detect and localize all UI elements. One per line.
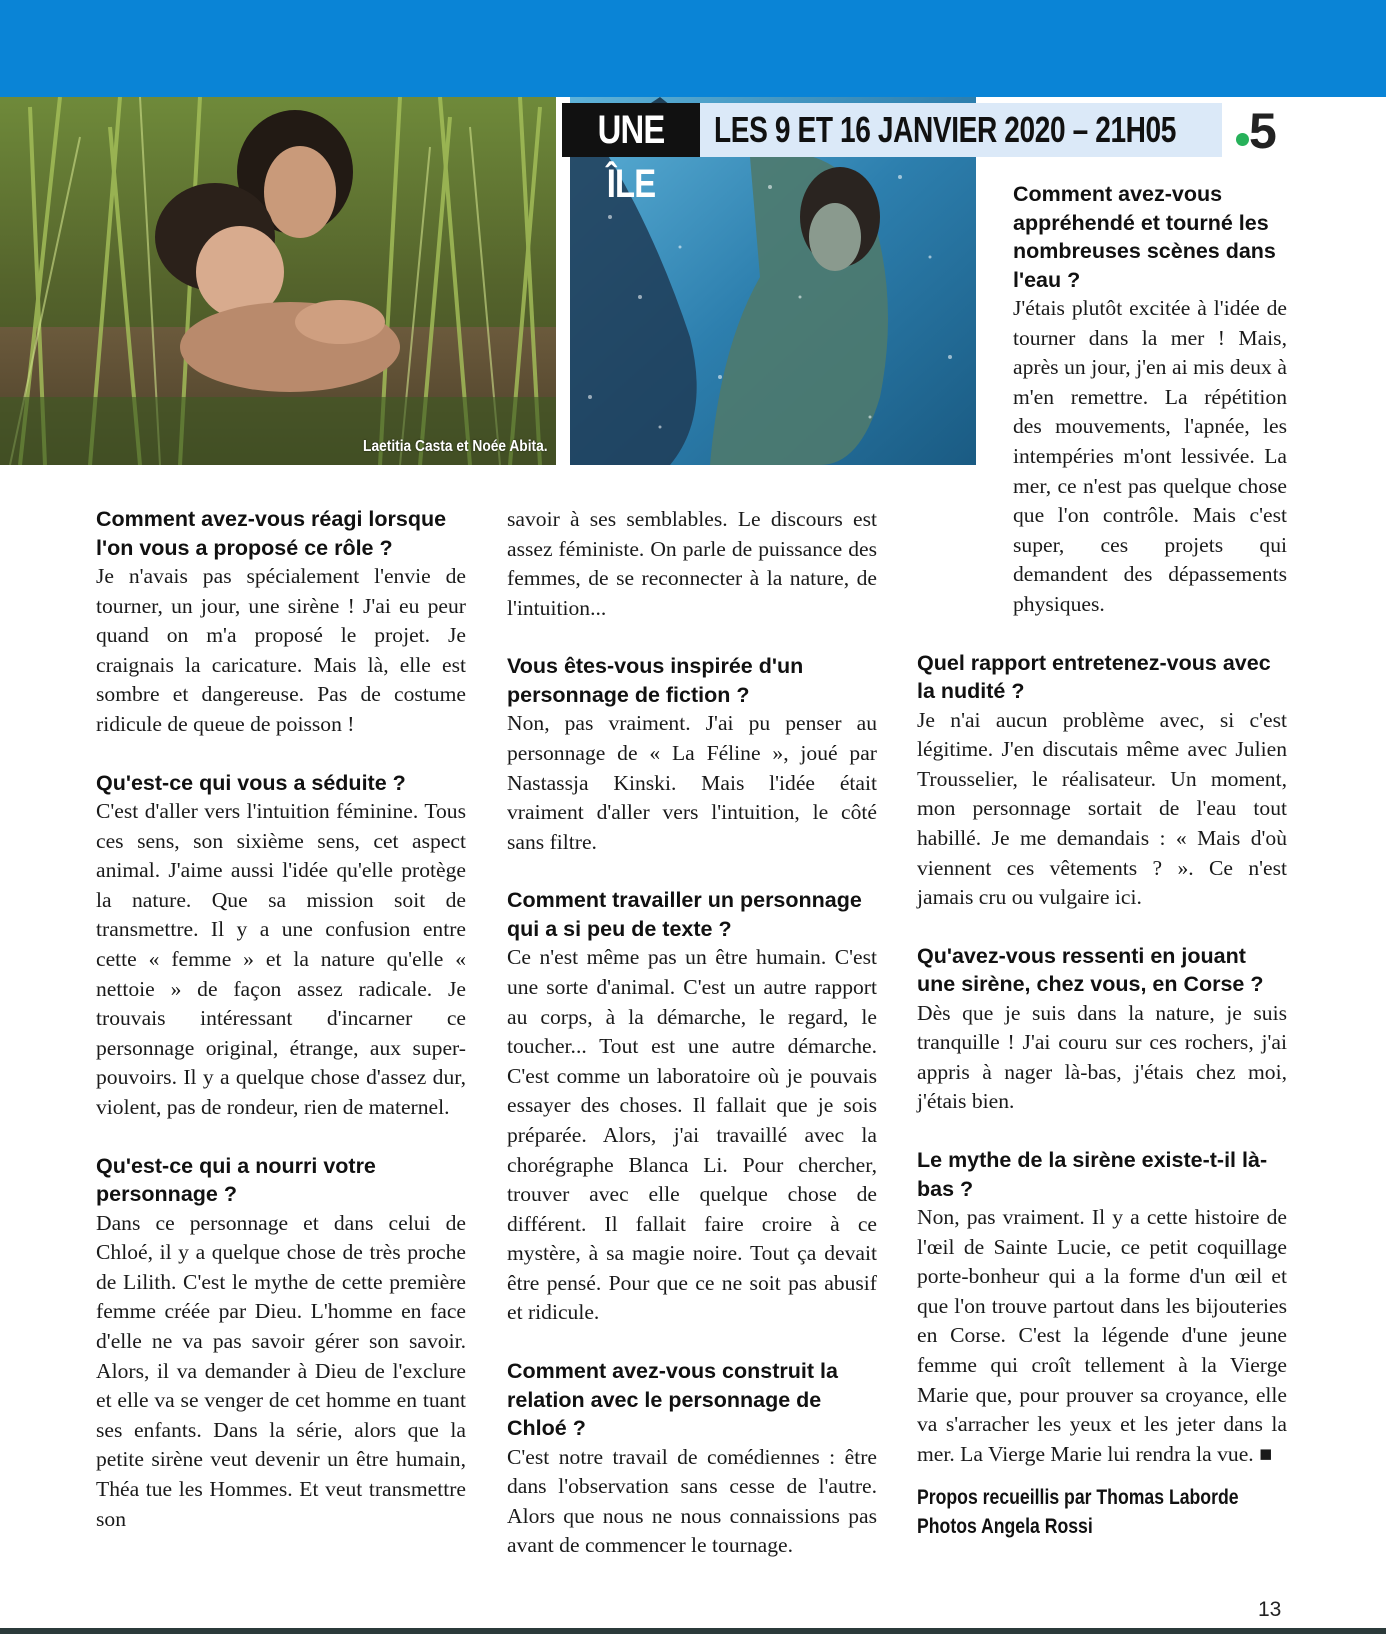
answer-text-content: J'étais plutôt excitée à l'idée de tourner dans la mer ! Mais, après un jour, j'en ai mis deux à m'en remettre. La répétition des mouvements, l'apnée, les intempéries m'ont lessivée. La mer, ce n'est pas quelque chose que l'on contrôle. Mais c'est super, ces projets qui demandent des dépassements physiques. xyxy=(1013,296,1287,616)
answer-text: Non, pas vraiment. J'ai pu penser au personnage de « La Féline », joué par Nastassja Kinski. Mais l'idée était vraiment d'aller vers l'intuition, le côté sans filtre. xyxy=(507,711,877,854)
answer-text: Non, pas vraiment. Il y a cette histoire de l'œil de Sainte Lucie, ce petit coquillage porte-bonheur qui a la forme d'un œil et que l'on trouve partout dans les bijouteries en Corse. C'est la légende d'une jeune femme qui croît tellement à la Vierge Marie que, pour prouver sa croyance, elle va s'arracher les yeux et les jeter dans la mer. La Vierge Marie lui rendra la vue. ■ xyxy=(917,1205,1287,1466)
column-right-top-block xyxy=(917,180,1287,294)
question-heading: Comment avez-vous réagi lorsque l'on vous a proposé ce rôle ? xyxy=(96,507,447,560)
question-heading: Comment avez-vous construit la relation avec le personnage de Chloé ? xyxy=(507,1359,838,1441)
column-left xyxy=(96,505,466,1534)
question-heading: Comment travailler un personnage qui a si peu de texte ? xyxy=(507,888,862,941)
answer-text: C'est d'aller vers l'intuition féminine. Tous ces sens, son sixième sens, cet aspect animal. J'aime aussi l'idée qu'elle protège la nature. Que sa mission soit de transmettre. Il y a une confusion entre cette « femme » et la nature qu'elle « nettoie » de façon assez radicale. Je trouvais intéressant d'incarner ce personnage original, étrange, aux super-pouvoirs. Il y a quelque chose d'assez dur, violent, pas de rondeur, rien de maternel. xyxy=(96,799,466,1119)
photo-reeds-women xyxy=(0,97,556,465)
question-heading: Qu'est-ce qui a nourri votre personnage ? xyxy=(96,1153,376,1207)
channel-logo: 5 xyxy=(1249,103,1277,159)
answer-text: Ce n'est même pas un être humain. C'est une sorte d'animal. C'est un autre rapport au corps, à la démarche, le regard, le toucher... Tout est une autre démarche. C'est comme un laboratoire où je pouvais essayer des choses. Il fallait que je sois préparée. Alors, j'ai travaillé avec la chorégraphe Blanca Li. Pour chercher, trouver avec elle quelque chose de différent. Il fallait faire croire à ce mystère, à sa magie noire. Tout ça devait être pensé. Pour que ce ne soit pas abusif et ridicule. xyxy=(507,945,877,1325)
top-color-band xyxy=(0,0,1386,97)
question-heading: Qu'est-ce qui vous a séduite ? xyxy=(96,770,406,795)
show-title: UNE ÎLE xyxy=(597,108,665,206)
question-heading: Le mythe de la sirène existe-t-il là-bas ? xyxy=(917,1148,1268,1201)
question-heading: Qu'avez-vous ressenti en jouant une sirène, chez vous, en Corse ? xyxy=(917,943,1264,997)
credits-interview: Propos recueillis par Thomas Laborde xyxy=(917,1486,1239,1510)
answer-text: C'est notre travail de comédiennes : être dans l'observation sans cesse de l'autre. Alors que nous ne nous connaissions pas avant de commencer le tournage. xyxy=(507,1444,877,1558)
answer-continuation: savoir à ses semblables. Le discours est assez féministe. On parle de puissance des femmes, de se reconnecter à la nature, de l'intuition... xyxy=(507,507,877,620)
answer-text: Dans ce personnage et dans celui de Chloé, il y a quelque chose de très proche de Lilith. C'est le mythe de cette première femme créée par Dieu. L'homme en face d'elle ne va pas savoir gérer son savoir. Alors, il va demander à Dieu de l'exclure et elle va se venger de cet homme en tuant ses enfants. Dans la série, alors que la petite sirène veut devenir un être humain, Théa tue les Hommes. Et veut transmettre son xyxy=(96,1210,466,1531)
answer-text: Dès que je suis dans la nature, je suis tranquille ! J'ai couru sur ces rochers, j'ai appris à nager là-bas, j'étais chez moi, j'étais bien. xyxy=(917,1000,1287,1114)
broadcast-dates: LES 9 ET 16 JANVIER 2020 – 21H05 xyxy=(714,109,1177,150)
column-middle xyxy=(507,505,877,1561)
photo-caption: Laetitia Casta et Noée Abita. xyxy=(363,438,548,455)
page-number: 13 xyxy=(1258,1598,1282,1621)
credits-photos: Photos Angela Rossi xyxy=(917,1515,1093,1539)
answer-text: Je n'ai aucun problème avec, si c'est légitime. J'en discutais même avec Julien Trousselier, le réalisateur. Un moment, mon personnage sortait de l'eau tout habillé. Je me demandais : « Mais d'où viennent ces vêtements ? ». Ce n'est jamais cru ou vulgaire ici. xyxy=(917,707,1287,910)
answer-text: Je n'avais pas spécialement l'envie de tourner, un jour, une sirène ! J'ai eu peur quand on m'a proposé le projet. Je craignais la caricature. Mais là, elle est sombre et dangereuse. Pas de costume ridicule de queue de poisson ! xyxy=(96,564,466,736)
photo-reeds-illustration xyxy=(0,97,556,465)
column-right xyxy=(917,180,1287,1541)
channel-dot-icon xyxy=(1236,133,1249,146)
question-heading: Quel rapport entretenez-vous avec la nudité ? xyxy=(917,650,1271,704)
answer-text xyxy=(917,294,1287,620)
show-title-box xyxy=(562,103,700,206)
bottom-edge xyxy=(0,1628,1386,1634)
photo-wrap-spacer xyxy=(917,294,1013,590)
question-heading: Vous êtes-vous inspirée d'un personnage de fiction ? xyxy=(507,654,804,707)
question-heading: Comment avez-vous appréhendé et tourné les nombreuses scènes dans l'eau ? xyxy=(1013,182,1276,292)
credits xyxy=(917,1483,1239,1541)
